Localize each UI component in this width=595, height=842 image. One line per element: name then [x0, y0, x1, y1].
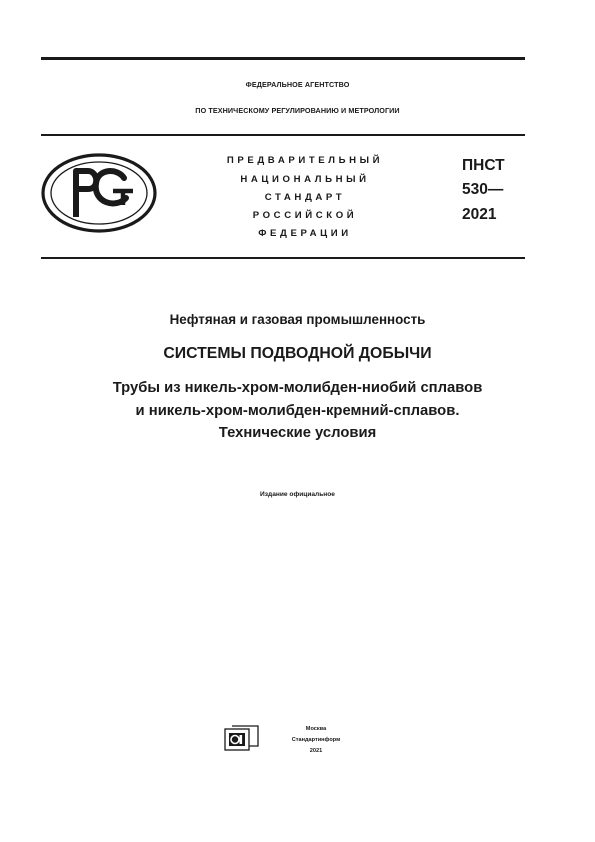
publisher-name: Стандартинформ [291, 737, 341, 743]
publisher-city: Москва [305, 726, 327, 732]
header-rule [41, 134, 525, 136]
gost-r-logo-icon [40, 151, 158, 235]
subject-line-2: и никель-хром-молибден-кремний-сплавов. [135, 403, 460, 419]
standard-type-line-4: РОССИЙСКОЙ [252, 210, 358, 221]
standard-code-prefix: ПНСТ [462, 157, 505, 174]
standard-type-line-3: СТАНДАРТ [264, 192, 346, 203]
agency-line-1: ФЕДЕРАЛЬНОЕ АГЕНТСТВО [245, 80, 350, 89]
system-title: СИСТЕМЫ ПОДВОДНОЙ ДОБЫЧИ [163, 345, 432, 362]
subject-line-1: Трубы из никель-хром-молибден-ниобий сплавов [112, 380, 483, 396]
standard-type-line-2: НАЦИОНАЛЬНЫЙ [240, 174, 370, 185]
publisher-year: 2021 [309, 748, 323, 754]
edition-label: Издание официальное [260, 491, 335, 498]
subject-line-3: Технические условия [218, 425, 377, 441]
standard-code-number: 530— [462, 181, 504, 198]
agency-line-2: ПО ТЕХНИЧЕСКОМУ РЕГУЛИРОВАНИЮ И МЕТРОЛОГИИ [195, 106, 400, 115]
standartinform-logo-icon [224, 725, 260, 751]
industry-title: Нефтяная и газовая промышленность [169, 312, 426, 327]
standard-rule [41, 257, 525, 259]
standard-type-line-5: ФЕДЕРАЦИИ [258, 228, 352, 239]
standard-type-line-1: ПРЕДВАРИТЕЛЬНЫЙ [226, 155, 384, 166]
top-rule [41, 57, 525, 60]
standard-code-year: 2021 [462, 206, 497, 223]
